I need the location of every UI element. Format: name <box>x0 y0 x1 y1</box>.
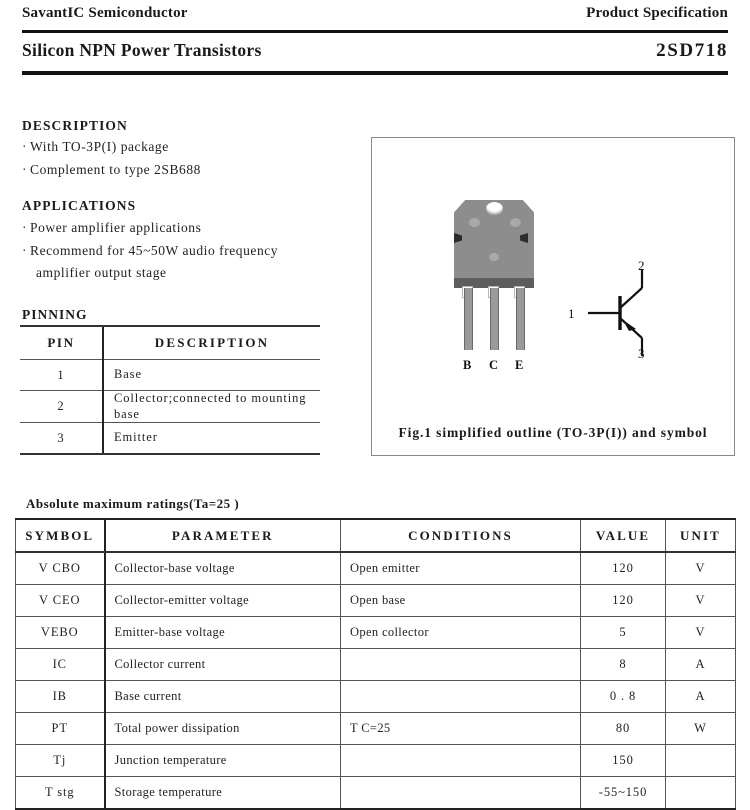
table-row <box>16 681 736 713</box>
lead-label-emitter: E <box>515 358 524 372</box>
rating-symbol: V CEO <box>16 585 105 617</box>
rating-parameter: Collector-emitter voltage <box>105 585 341 617</box>
applications-heading: APPLICATIONS <box>22 198 137 213</box>
table-row <box>20 391 320 423</box>
symbol-pin-label-emitter: 3 <box>638 346 645 361</box>
page-header <box>22 5 728 22</box>
pin-number: 2 <box>20 391 103 423</box>
pinning-col-description: DESCRIPTION <box>103 326 320 360</box>
page-title: Silicon NPN Power Transistors <box>22 40 262 60</box>
header-rule-top <box>22 30 728 33</box>
table-row <box>16 649 736 681</box>
table-row <box>20 360 320 391</box>
table-row <box>20 423 320 455</box>
ratings-col-conditions: CONDITIONS <box>341 519 581 552</box>
rating-unit: V <box>666 585 736 617</box>
rating-value: 120 <box>581 585 666 617</box>
rating-value: 8 <box>581 649 666 681</box>
rating-conditions: Open collector <box>341 617 581 649</box>
rating-symbol: IB <box>16 681 105 713</box>
rating-symbol: PT <box>16 713 105 745</box>
rating-unit <box>666 745 736 777</box>
header-rule-bottom <box>22 71 728 75</box>
pin-description: Emitter <box>103 423 320 455</box>
rating-conditions: Open base <box>341 585 581 617</box>
pin-number: 3 <box>20 423 103 455</box>
lead-label-base: B <box>463 358 472 372</box>
rating-conditions <box>341 745 581 777</box>
symbol-pin-label-collector: 2 <box>638 258 645 273</box>
rating-unit: A <box>666 681 736 713</box>
npn-transistor-symbol <box>568 258 678 378</box>
table-row <box>16 552 736 585</box>
package-outline-image <box>448 200 540 380</box>
rating-parameter: Base current <box>105 681 341 713</box>
rating-conditions <box>341 649 581 681</box>
title-row <box>22 40 728 62</box>
rating-symbol: T stg <box>16 777 105 810</box>
pinning-heading: PINNING <box>22 307 88 322</box>
pin-description: Base <box>103 360 320 391</box>
rating-parameter: Storage temperature <box>105 777 341 810</box>
rating-unit: W <box>666 713 736 745</box>
rating-parameter: Collector-base voltage <box>105 552 341 585</box>
rating-symbol: IC <box>16 649 105 681</box>
ratings-title: Absolute maximum ratings(Ta=25 ) <box>26 496 240 511</box>
rating-value: 120 <box>581 552 666 585</box>
rating-unit <box>666 777 736 810</box>
rating-parameter: Emitter-base voltage <box>105 617 341 649</box>
symbol-pin-label-base: 1 <box>568 306 575 321</box>
pin-description: Collector;connected to mounting base <box>103 391 320 423</box>
figure-caption: Fig.1 simplified outline (TO-3P(I)) and symbol <box>398 425 708 440</box>
document-type: Product Specification <box>586 5 728 21</box>
rating-unit: V <box>666 552 736 585</box>
transistor-symbol-svg <box>568 258 678 378</box>
ratings-header-row <box>16 519 736 552</box>
part-number: 2SD718 <box>656 40 728 61</box>
description-item: · Complement to type 2SB688 <box>22 162 201 178</box>
rating-parameter: Collector current <box>105 649 341 681</box>
rating-conditions <box>341 681 581 713</box>
table-row <box>16 745 736 777</box>
rating-symbol: V CBO <box>16 552 105 585</box>
pinning-col-pin: PIN <box>20 326 103 360</box>
rating-symbol: Tj <box>16 745 105 777</box>
rating-conditions: Open emitter <box>341 552 581 585</box>
rating-unit: V <box>666 617 736 649</box>
application-item: · Power amplifier applications <box>22 220 201 236</box>
rating-value: -55~150 <box>581 777 666 810</box>
table-row <box>16 617 736 649</box>
rating-unit: A <box>666 649 736 681</box>
rating-parameter: Total power dissipation <box>105 713 341 745</box>
lead-base <box>464 288 473 350</box>
package-dot-left <box>469 218 480 227</box>
rating-parameter: Junction temperature <box>105 745 341 777</box>
rating-value: 80 <box>581 713 666 745</box>
rating-value: 0 . 8 <box>581 681 666 713</box>
application-item: · Recommend for 45~50W audio frequency <box>22 243 278 259</box>
description-heading: DESCRIPTION <box>22 118 128 133</box>
pinning-table <box>20 325 320 455</box>
package-mounting-hole <box>486 202 503 215</box>
rating-symbol: VEBO <box>16 617 105 649</box>
ratings-col-symbol: SYMBOL <box>16 519 105 552</box>
lead-emitter <box>516 288 525 350</box>
rating-value: 150 <box>581 745 666 777</box>
lead-label-collector: C <box>489 358 499 372</box>
table-row <box>16 585 736 617</box>
application-item-continued: amplifier output stage <box>36 265 167 280</box>
ratings-col-parameter: PARAMETER <box>105 519 341 552</box>
ratings-col-unit: UNIT <box>666 519 736 552</box>
company-name: SavantIC Semiconductor <box>22 5 188 21</box>
absolute-maximum-ratings-table <box>15 518 736 810</box>
figure-box <box>371 137 735 456</box>
rating-conditions: T C=25 <box>341 713 581 745</box>
table-row <box>16 777 736 810</box>
pinning-header-row <box>20 326 320 360</box>
rating-conditions <box>341 777 581 810</box>
description-item: · With TO-3P(I) package <box>22 139 169 155</box>
pin-number: 1 <box>20 360 103 391</box>
rating-value: 5 <box>581 617 666 649</box>
package-dot-right <box>510 218 521 227</box>
ratings-col-value: VALUE <box>581 519 666 552</box>
table-row <box>16 713 736 745</box>
lead-collector <box>490 288 499 350</box>
package-dot-center <box>489 253 499 261</box>
